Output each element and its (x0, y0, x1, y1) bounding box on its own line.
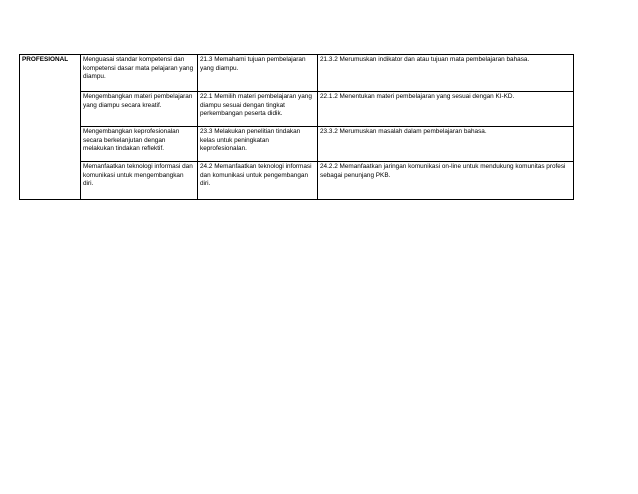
indicator-cell: 23.3.2 Merumuskan masalah dalam pembelajaran bahasa. (318, 127, 574, 162)
core-competency-cell: Memanfaatkan teknologi informasi dan komunikasi untuk mengembangkan diri. (81, 162, 198, 200)
core-competency-cell: Mengembangkan keprofesionalan secara berkelanjutan dengan melakukan tindakan reflektif. (81, 127, 198, 162)
subject-competency-cell: 23.3 Melakukan penelitian tindakan kelas untuk peningkatan keprofesionalan. (198, 127, 318, 162)
indicator-cell: 24.2.2 Memanfaatkan jaringan komunikasi on-line untuk mendukung komunitas profesi sebagai penunjang PKB. (318, 162, 574, 200)
domain-cell: PROFESIONAL (20, 55, 81, 200)
table-row (20, 127, 574, 162)
table-row (20, 162, 574, 200)
core-competency-cell: Mengembangkan materi pembelajaran yang diampu secara kreatif. (81, 92, 198, 127)
indicator-cell: 21.3.2 Merumuskan indikator dan atau tujuan mata pembelajaran bahasa. (318, 55, 574, 92)
core-competency-cell: Menguasai standar kompetensi dan kompetensi dasar mata pelajaran yang diampu. (81, 55, 198, 92)
table-row (20, 55, 574, 92)
subject-competency-cell: 24.2 Memanfaatkan teknologi informasi dan komunikasi untuk pengembangan diri. (198, 162, 318, 200)
indicator-cell: 22.1.2 Menentukan materi pembelajaran yang sesuai dengan KI-KD. (318, 92, 574, 127)
competency-table (19, 54, 574, 200)
subject-competency-cell: 22.1 Memilih materi pembelajaran yang diampu sesuai dengan tingkat perkembangan peserta didik. (198, 92, 318, 127)
table-row (20, 92, 574, 127)
subject-competency-cell: 21.3 Memahami tujuan pembelajaran yang diampu. (198, 55, 318, 92)
